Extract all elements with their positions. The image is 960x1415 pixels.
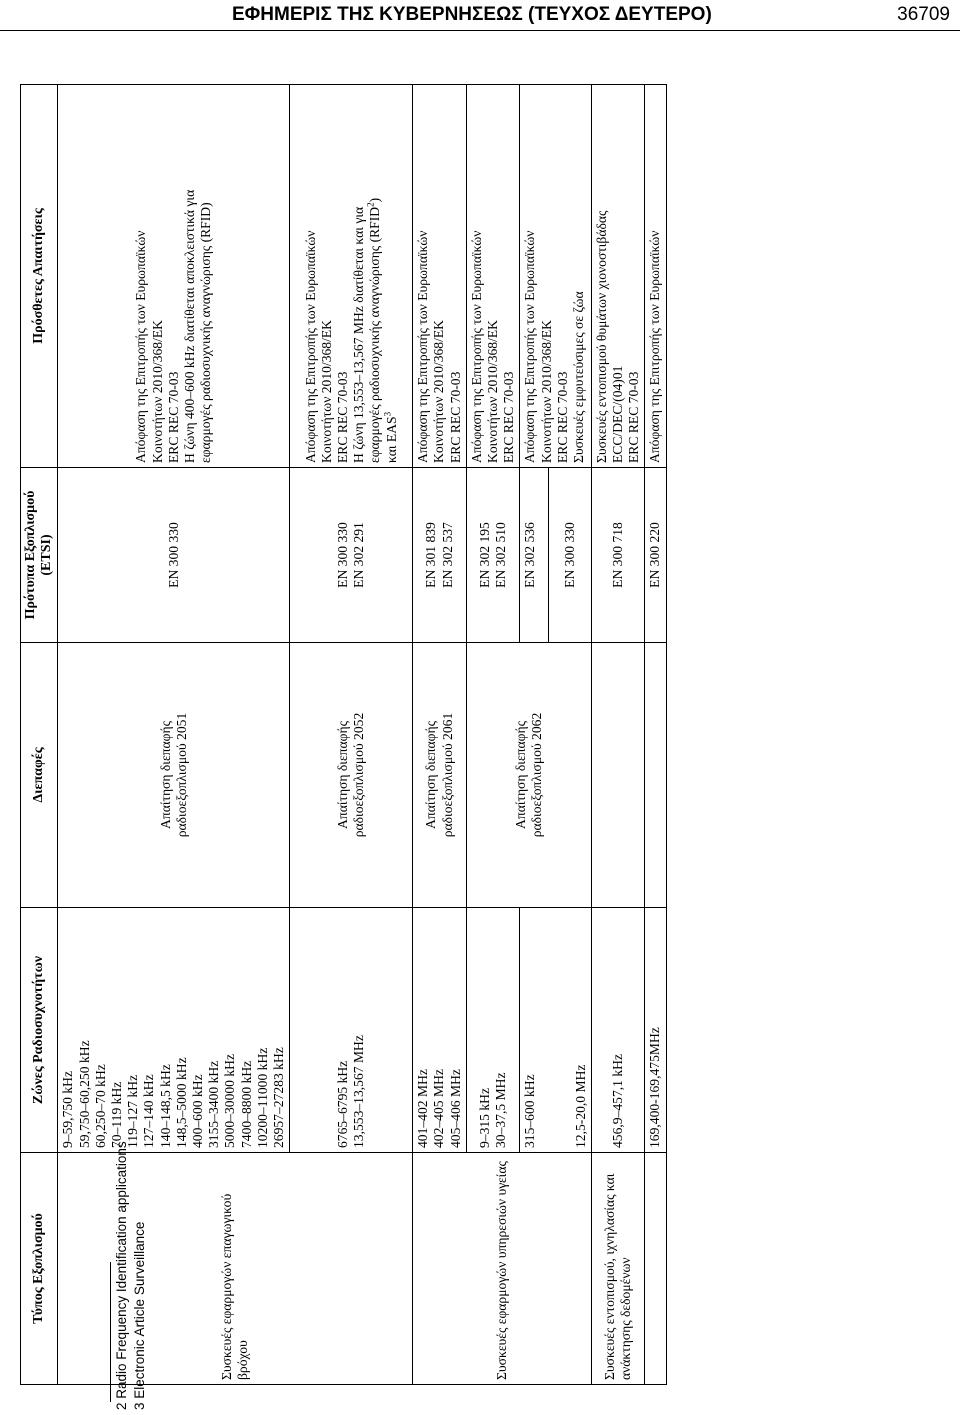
- cell-standards: EN 302 195 EN 302 510: [466, 468, 520, 643]
- cell-requirements: Απόφαση της Επιτροπής των Ευρωπαϊκών Κοινοτήτων 2010/368/ΕΚ ERC REC 70-03 Η ζώνη 400–600 kHz διατίθεται αποκλειστικά για εφαρμογές ραδιοσυχνικής αναγνώρισης (RFID): [58, 85, 290, 468]
- footnote-ref-2: 2: [365, 202, 376, 207]
- page-number: 36709: [897, 4, 950, 25]
- cell-equipment-type: [645, 1153, 666, 1385]
- footnote-3: 3 Electronic Article Surveillance: [132, 1221, 147, 1410]
- col-header-type: Τύπος Εξοπλισμού: [21, 1153, 58, 1385]
- cell-requirements: Συσκευές εντοπισμού θυμάτων χιονοστιβάδας ECC/DEC/(04)01 ERC REC 70-03: [591, 85, 645, 468]
- cell-standards: EN 300 330: [58, 468, 290, 643]
- cell-bands: 169,400-169,475MHz: [645, 908, 666, 1153]
- col-header-bands: Ζώνες Ραδιοσυχνοτήτων: [21, 908, 58, 1153]
- cell-bands: 456,9–457,1 kHz: [591, 908, 645, 1153]
- cell-bands: 9–315 kHz 30–37,5 MHz: [466, 908, 520, 1153]
- cell-equipment-type: Συσκευές εφαρμογών υπηρεσιών υγείας: [413, 1153, 592, 1385]
- col-header-standards: Πρότυπα Εξοπλισμού (ETSI): [21, 468, 58, 643]
- cell-bands: 9–59,750 kHz 59,750–60,250 kHz 60,250–70 kHz 70–119 kHz 119–127 kHz 127–140 kHz 140–148,5 kHz 148,5–5000 kHz 400–600 kHz 3155–3400 kHz 5000–30000 kHz 7400–8800 kHz 10200–11000 kHz 26957–27283 kHz: [58, 908, 290, 1153]
- cell-standards: EN 300 718: [591, 468, 645, 643]
- cell-requirements: Απόφαση της Επιτροπής των Ευρωπαϊκών: [645, 85, 666, 468]
- cell-bands: 6765–6795 kHz 13,553–13,567 MHz: [290, 908, 413, 1153]
- cell-bands: 401–402 MHz 402–405 MHz 405–406 MHz: [413, 908, 467, 1153]
- header-rule: [0, 30, 960, 31]
- cell-interface: [645, 643, 666, 908]
- cell-interface: Απαίτηση διεπαφής ραδιοεξοπλισμού 2062: [466, 643, 591, 908]
- cell-bands: 315–600 kHz 12,5-20,0 MHz: [520, 908, 591, 1153]
- cell-equipment-type: Συσκευές εφαρμογών επαγωγικού βρόχου: [58, 1153, 413, 1385]
- cell-interface: Απαίτηση διεπαφής ραδιοεξοπλισμού 2051: [58, 643, 290, 908]
- table-row: [591, 85, 645, 1385]
- cell-interface: Απαίτηση διεπαφής ραδιοεξοπλισμού 2061: [413, 643, 467, 908]
- table-row: [645, 85, 666, 1385]
- cell-requirements: Απόφαση της Επιτροπής των Ευρωπαϊκών Κοινοτήτων 2010/368/ΕΚ ERC REC 70-03 Η ζώνη 13,553–13,567 MHz διατίθεται και για εφαρμογές ραδιοσυχνικής αναγνώρισης (RFID$^2$) και EAS$^3$: [290, 85, 413, 468]
- cell-standards: EN 302 536: [520, 468, 548, 643]
- col-header-requirements: Πρόσθετες Απαιτήσεις: [21, 85, 58, 468]
- page-header: [0, 0, 960, 40]
- cell-standards: EN 301 839 EN 302 537: [413, 468, 467, 643]
- journal-title: ΕΦΗΜΕΡΙΣ ΤΗΣ ΚΥΒΕΡΝΗΣΕΩΣ (ΤΕΥΧΟΣ ΔΕΥΤΕΡΟ): [232, 4, 712, 25]
- table-row: [413, 85, 467, 1385]
- table-row: [58, 85, 290, 1385]
- col-header-interfaces: Διεπαφές: [21, 643, 58, 908]
- footnotes: [110, 1110, 160, 1410]
- cell-standards: EN 300 220: [645, 468, 666, 643]
- cell-standards: EN 300 330: [548, 468, 591, 643]
- cell-standards: EN 300 330 EN 302 291: [290, 468, 413, 643]
- cell-interface: Απαίτηση διεπαφής ραδιοεξοπλισμού 2052: [290, 643, 413, 908]
- cell-requirements: Απόφαση της Επιτροπής των Ευρωπαϊκών Κοινοτήτων 2010/368/ΕΚ ERC REC 70-03: [466, 85, 520, 468]
- cell-interface: [591, 643, 645, 908]
- cell-requirements: Απόφαση της Επιτροπής των Ευρωπαϊκών Κοινοτήτων 2010/368/ΕΚ ERC REC 70-03 Συσκευές εμφυτεύσιμες σε ζώα: [520, 85, 591, 468]
- cell-requirements: Απόφαση της Επιτροπής των Ευρωπαϊκών Κοινοτήτων 2010/368/ΕΚ ERC REC 70-03: [413, 85, 467, 468]
- footnote-rule: [110, 1262, 111, 1402]
- cell-equipment-type: Συσκευές εντοπισμού, ιχνηλασίας και ανάκτησης δεδομένων: [591, 1153, 645, 1385]
- footnote-ref-3: 3: [382, 411, 393, 417]
- footnote-2: 2 Radio Frequency Identification applications: [114, 1141, 129, 1410]
- table-header-row: [21, 85, 58, 1385]
